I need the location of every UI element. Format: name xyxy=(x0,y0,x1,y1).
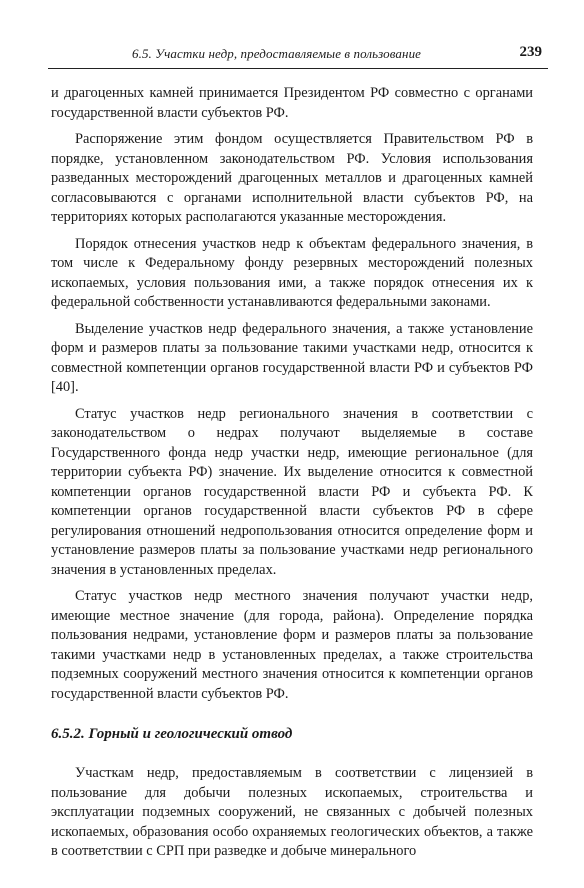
page-body xyxy=(51,84,533,869)
paragraph: Статус участков недр местного значения получают участки недр, имеющие местное значение (для города, района). Определение порядка пользования недрами, установление форм и размеров платы за пользование такими участками недр в установленных пределах, а также строительства подземных сооружений местного значения относится к компетенции органов государственной власти субъектов РФ. xyxy=(51,588,533,702)
paragraph: Порядок отнесения участков недр к объектам федерального значения, в том числе к Федеральному фонду резервных месторождений полезных ископаемых, условия пользования ими, а также порядок отнесения их к федеральной собственности устанавливаются федеральными законами. xyxy=(51,235,533,310)
paragraph: Участкам недр, предоставляемым в соответствии с лицензией в пользование для добычи полезных ископаемых, строительства и эксплуатации подземных сооружений, не связанных с добычей полезных ископаемых, образования особо охраняемых геологических объектов, а также в соответствии с СРП при разведке и добыче минерального xyxy=(51,765,533,859)
section-heading: 6.5.2. Горный и геологический отвод xyxy=(51,726,293,742)
paragraph: Выделение участков недр федерального значения, а также установление форм и размеров платы за пользование такими участками недр, относится к совместной компетенции органов государственной власти РФ и субъектов РФ [40]. xyxy=(51,320,533,395)
page-number: 239 xyxy=(519,44,542,60)
paragraph: Распоряжение этим фондом осуществляется Правительством РФ в порядке, установленном законодательством РФ. Условия использования разведанных месторождений драгоценных металлов и драгоценных камней согласовываются с органами исполнительной власти субъектов РФ, на территориях которых располагаются указанные месторождения. xyxy=(51,131,533,225)
paragraph-continuation: и драгоценных камней принимается Президентом РФ совместно с органами государственной власти субъектов РФ. xyxy=(51,85,533,121)
running-title: 6.5. Участки недр, предоставляемые в пользование xyxy=(132,46,422,61)
paragraph: Статус участков недр регионального значения в соответствии с законодательством о недрах получают выделяемые в составе Государственного фонда недр участки недр, имеющие региональное (для территории субъекта РФ) значение. Их выделение относится к совместной компетенции органов государственной власти РФ и субъекта РФ. К компетенции органов государственной власти субъектов РФ в сфере регулирования отношений недропользования относится определение форм и установление размеров платы за пользование участками недр регионального значения в установленных пределах. xyxy=(51,405,533,578)
running-header xyxy=(48,44,548,69)
